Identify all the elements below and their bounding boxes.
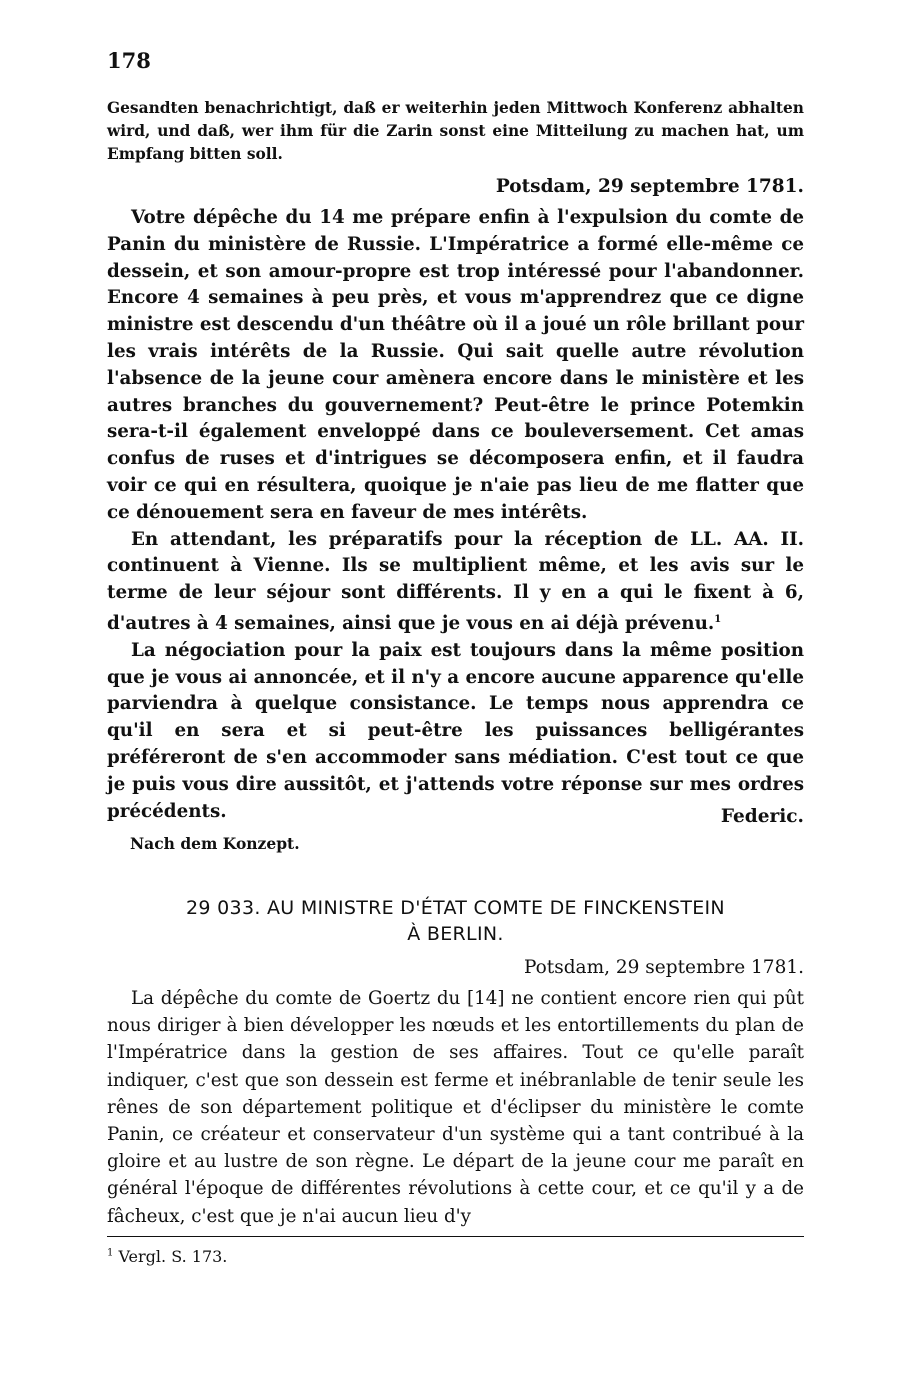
dateline-letter-1: Potsdam, 29 septembre 1781. xyxy=(495,176,804,197)
letter-1-paragraph-2-text: En attendant, les préparatifs pour la réception de LL. AA. II. continuent à Vienne. Ils se multiplient même, et les avis sur le terme de leur séjour sont différents. Il y en a qui le fixent à 6, d'autres à 4 semaines, ainsi que je vous en ai déjà prévenu. xyxy=(107,528,804,635)
source-note: Nach dem Konzept. xyxy=(130,834,300,853)
footnote-text: Vergl. S. 173. xyxy=(118,1247,228,1266)
letter-1-paragraph-3: La négociation pour la paix est toujours dans la même position que je vous ai annoncée, et il n'y a encore aucune apparence qu'elle parviendra à quelque consistance. Le temps nous apprendra ce qu'il en sera et si peut-être les puissances belligérantes préféreront de s'en accommoder sans médiation. C'est tout ce que je puis vous dire aussitôt, et j'attends votre réponse sur mes ordres précédents. xyxy=(107,639,804,822)
letter-1-paragraph-2 xyxy=(107,527,804,638)
letter-2-heading-line-1: 29 033. AU MINISTRE D'ÉTAT COMTE DE FINCKENSTEIN xyxy=(186,897,725,919)
footnote xyxy=(107,1247,227,1266)
page-number: 178 xyxy=(107,48,151,73)
dateline-letter-2: Potsdam, 29 septembre 1781. xyxy=(523,957,804,978)
letter-1-body xyxy=(107,205,804,825)
letter-2-paragraph: La dépêche du comte de Goertz du [14] ne contient encore rien qui pût nous diriger à bien développer les nœuds et les entortillements du plan de l'Impératrice dans la gestion de ses affaires. Tout ce qu'elle paraît indiquer, c'est que son dessein est ferme et inébranlable de tenir seule les rênes de son département politique et d'éclipser du ministère le comte Panin, ce créateur et conservateur d'un système qui a tant contribué à la gloire et au lustre de son règne. Le départ de la jeune cour me paraît en général l'époque de différentes révolutions à cette cour, et ce qu'il y a de fâcheux, c'est que je n'ai aucun lieu d'y xyxy=(107,988,804,1227)
letter-1-paragraph-1: Votre dépêche du 14 me prépare enfin à l'expulsion du comte de Panin du ministère de Russie. L'Impératrice a formé elle-même ce dessein, et son amour-propre est trop intéressé pour l'abandonner. Encore 4 semaines à peu près, et vous m'apprendrez que ce digne ministre est descendu d'un théâtre où il a joué un rôle brillant pour les vrais intérêts de la Russie. Qui sait quelle autre révolution l'absence de la jeune cour amènera encore dans le ministère et les autres branches du gouvernement? Peut-être le prince Potemkin sera-t-il également enveloppé dans ce bouleversement. Cet amas confus de ruses et d'intrigues se décomposera enfin, et il faudra voir ce qui en résultera, quoique je n'aie pas lieu de me flatter que ce dénouement sera en faveur de mes intérêts. xyxy=(107,207,804,523)
letter-2-heading-line-2: À BERLIN. xyxy=(407,923,504,945)
footnote-marker: 1 xyxy=(107,1247,114,1259)
footnote-reference: 1 xyxy=(714,613,722,625)
intro-paragraph: Gesandten benachrichtigt, daß er weiterhin jeden Mittwoch Konferenz abhalten wird, und daß, wer ihm für die Zarin sonst eine Mitteilung zu machen hat, um Empfang bitten soll. xyxy=(107,99,804,163)
footnote-divider xyxy=(107,1236,804,1237)
letter-2-heading xyxy=(107,895,804,947)
signature: Federic. xyxy=(720,806,804,827)
letter-2-body xyxy=(107,985,804,1230)
